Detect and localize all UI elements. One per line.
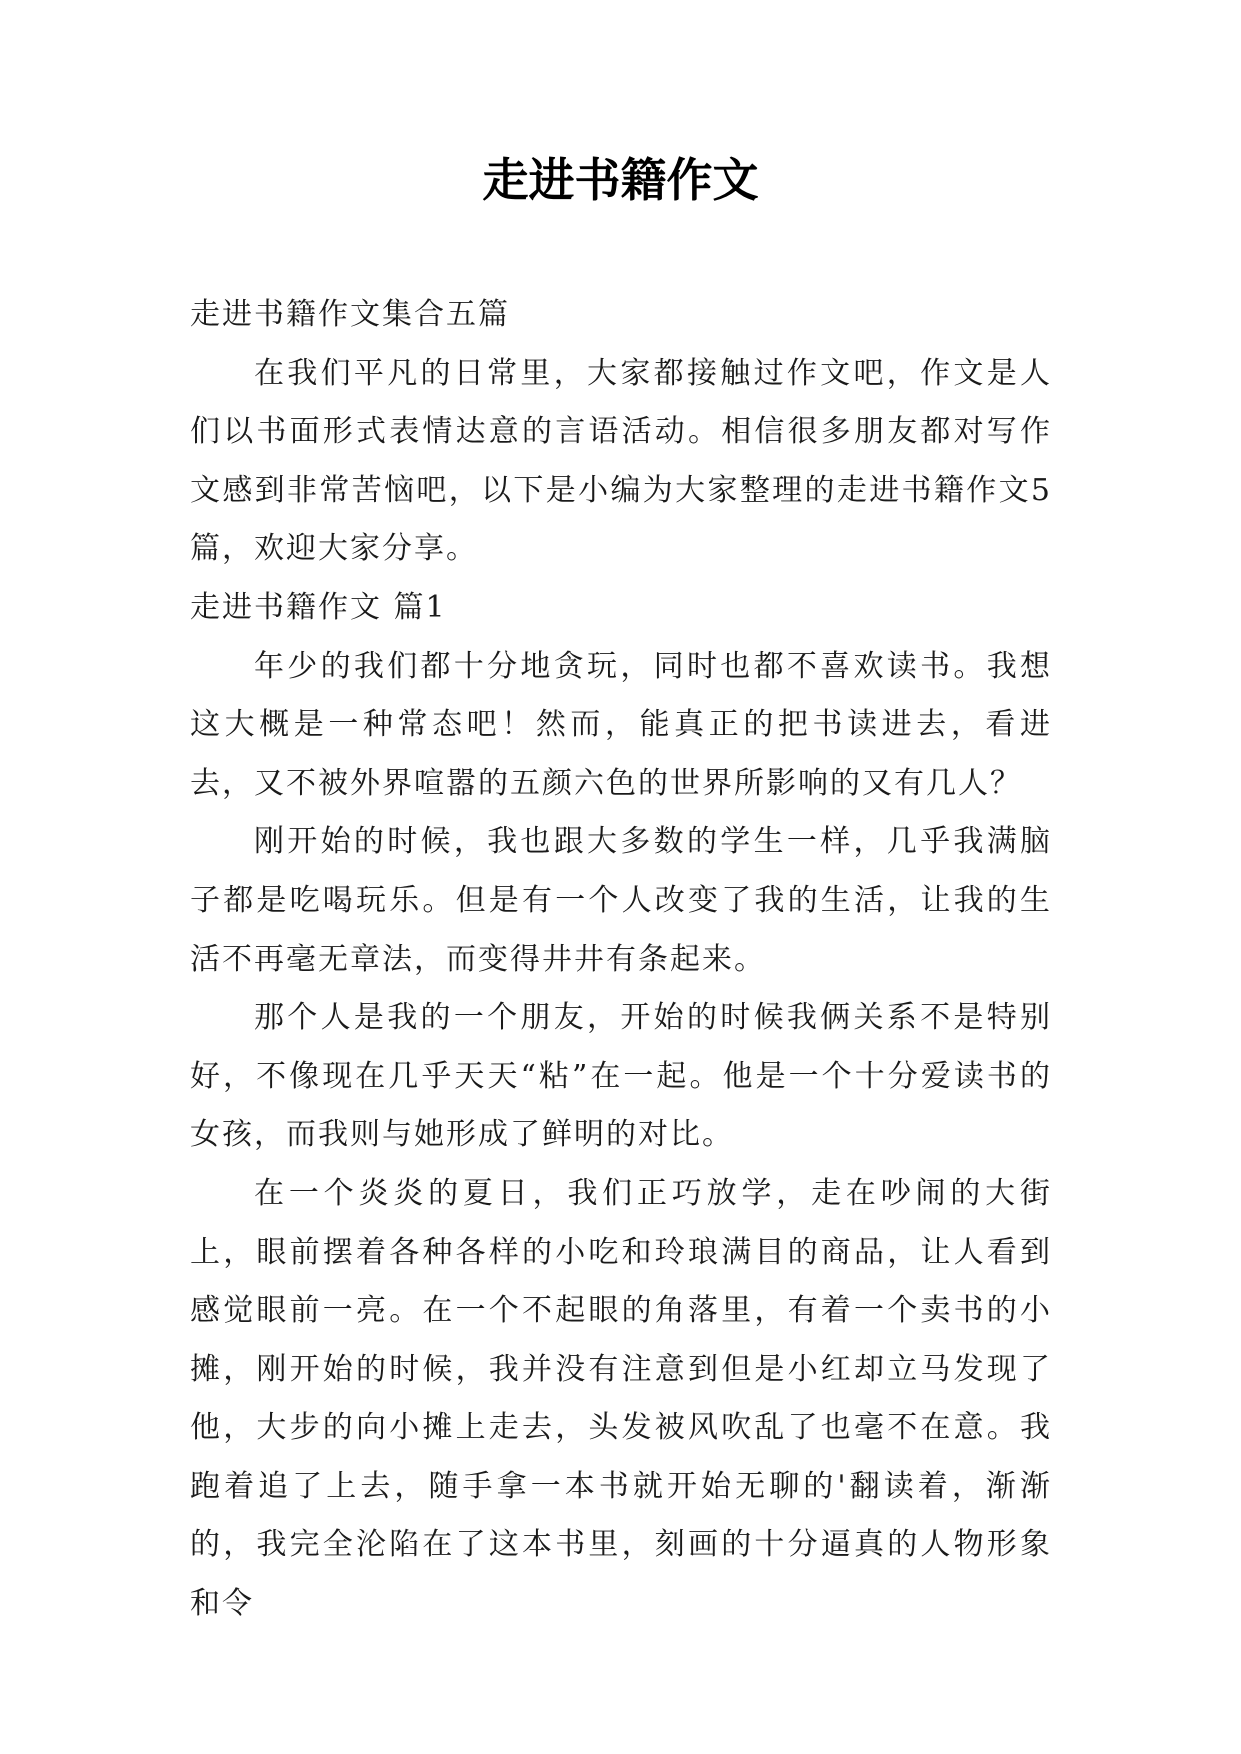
subtitle-paragraph: 走进书籍作文集合五篇	[190, 297, 510, 332]
body-paragraph: 在一个炎炎的夏日，我们正巧放学，走在吵闹的大街上，眼前摆着各种各样的小吃和玲琅满目的商品，让人看到感觉眼前一亮。在一个不起眼的角落里，有着一个卖书的小摊，刚开始的时候，我并没有注意到但是小红却立马发现了他，大步的向小摊上走去，头发被风吹乱了也毫不在意。我跑着追了上去，随手拿一本书就开始无聊的'翻读着，渐渐的，我完全沦陷在了这本书里，刻画的十分逼真的人物形象和令	[190, 1175, 1052, 1622]
intro-paragraph: 在我们平凡的日常里，大家都接触过作文吧，作文是人们以书面形式表情达意的言语活动。相信很多朋友都对写作文感到非常苦恼吧，以下是小编为大家整理的走进书籍作文5篇，欢迎大家分享。	[190, 355, 1052, 567]
body-paragraph: 刚开始的时候，我也跟大多数的学生一样，几乎我满脑子都是吃喝玩乐。但是有一个人改变了我的生活，让我的生活不再毫无章法，而变得井井有条起来。	[190, 824, 1052, 977]
document-body	[190, 286, 1052, 1634]
section-heading: 走进书籍作文 篇1	[190, 589, 447, 625]
body-paragraph: 那个人是我的一个朋友，开始的时候我俩关系不是特别好，不像现在几乎天天“粘”在一起。他是一个十分爱读书的女孩，而我则与她形成了鲜明的对比。	[190, 1000, 1052, 1153]
document-title: 走进书籍作文	[482, 153, 759, 207]
body-paragraph: 年少的我们都十分地贪玩，同时也都不喜欢读书。我想这大概是一种常态吧！然而，能真正的把书读进去，看进去，又不被外界喧嚣的五颜六色的世界所影响的又有几人？	[190, 648, 1052, 801]
